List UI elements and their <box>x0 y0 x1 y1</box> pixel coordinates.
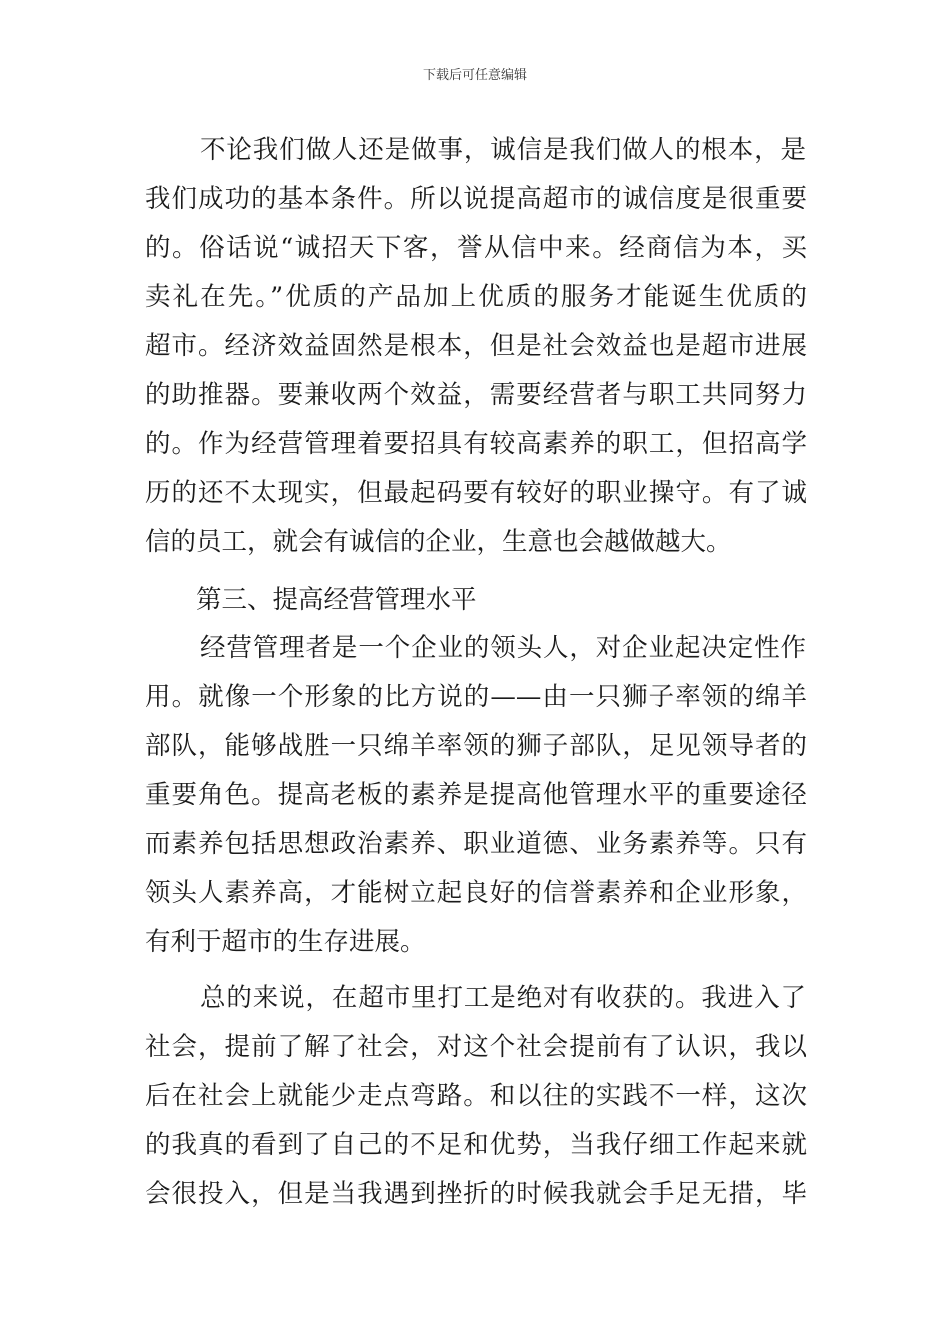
paragraph-line: 有利于超市的生存进展。 <box>145 927 426 957</box>
paragraph-line: 的助推器。要兼收两个效益，需要经营者与职工共同努力 <box>145 380 807 410</box>
paragraph-line: 超市。经济效益固然是根本，但是社会效益也是超市进展 <box>145 331 807 361</box>
paragraph-line: 社会，提前了解了社会，对这个社会提前有了认识，我以 <box>145 1032 807 1062</box>
paragraph-line: 会很投入，但是当我遇到挫折的时候我就会手足无措，毕 <box>145 1179 807 1209</box>
paragraph-line: 经营管理者是一个企业的领头人，对企业起决定性作 <box>200 633 806 663</box>
paragraph-line: 信的员工，就会有诚信的企业，生意也会越做越大。 <box>145 527 732 557</box>
paragraph-line: 的。作为经营管理着要招具有较高素养的职工，但招高学 <box>145 429 807 459</box>
paragraph-line: 重要角色。提高老板的素养是提高他管理水平的重要途径 <box>145 780 807 810</box>
paragraph-line: 总的来说，在超市里打工是绝对有收获的。我进入了 <box>200 983 806 1013</box>
paragraph-line: 的我真的看到了自己的不足和优势，当我仔细工作起来就 <box>145 1130 807 1160</box>
paragraph-line: 领头人素养高，才能树立起良好的信誉素养和企业形象， <box>145 878 807 908</box>
paragraph-line: 历的还不太现实，但最起码要有较好的职业操守。有了诚 <box>145 478 807 508</box>
paragraph-line: 用。就像一个形象的比方说的——由一只狮子率领的绵羊 <box>145 682 807 712</box>
paragraph-line: 后在社会上就能少走点弯路。和以往的实践不一样，这次 <box>145 1081 807 1111</box>
page-header: 下载后可任意编辑 <box>422 68 527 83</box>
paragraph-line: 部队，能够战胜一只绵羊率领的狮子部队，足见领导者的 <box>145 731 807 761</box>
paragraph-line: 我们成功的基本条件。所以说提高超市的诚信度是很重要 <box>145 184 807 214</box>
section-heading: 第三、提高经营管理水平 <box>196 585 477 615</box>
paragraph-line: 而素养包括思想政治素养、职业道德、业务素养等。只有 <box>145 829 807 859</box>
paragraph-line: 不论我们做人还是做事，诚信是我们做人的根本，是 <box>200 135 806 165</box>
paragraph-line: 卖礼在先。”优质的产品加上优质的服务才能诞生优质的 <box>145 282 807 312</box>
paragraph-line: 的。俗话说“诚招天下客，誉从信中来。经商信为本，买 <box>145 233 807 263</box>
